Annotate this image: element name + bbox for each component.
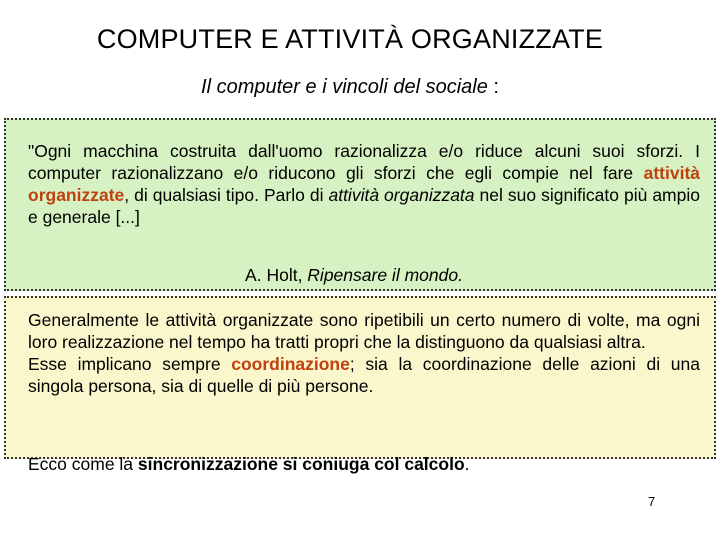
quote-paragraph <box>28 140 700 228</box>
subtitle-colon: : <box>487 76 499 98</box>
page-number: 7 <box>648 494 656 509</box>
explanation-text-1: Generalmente le attività organizzate sono ripetibili un certo numero di volte, ma ogni loro realizzazione nel tempo ha tratti propri che la distinguono da qualsiasi altra. <box>28 310 700 352</box>
subtitle-text: Il computer e i vincoli del sociale <box>201 76 488 98</box>
explanation-box <box>4 296 716 474</box>
explanation-highlight: coordinazione <box>231 354 350 374</box>
quote-text-3: nel suo significato più ampio e generale [...] <box>28 185 700 227</box>
quote-attribution <box>6 265 702 286</box>
attribution-author: A. Holt, <box>245 265 308 285</box>
quote-highlight: attività organizzate <box>28 163 700 205</box>
slide-title: COMPUTER E ATTIVITÀ ORGANIZZATE <box>96 24 604 54</box>
slide-subtitle <box>0 76 700 99</box>
attribution-work: Ripensare il mondo. <box>307 265 463 285</box>
explanation-final-line <box>28 453 470 475</box>
final-end: . <box>464 454 470 474</box>
final-bold: sincronizzazione si coniuga col calcolo <box>137 454 465 474</box>
explanation-text-2 <box>28 353 700 397</box>
explanation-p2-end: ; sia la coordinazione delle azioni di una singola persona, sia di quelle di più persone. <box>28 354 700 396</box>
quote-text-1: "Ogni macchina costruita dall'uomo razionalizza e/o riduce alcuni suoi sforzi. I computer razionalizzano e/o riducono gli sforzi che egli compie nel fare <box>28 141 700 183</box>
quote-box <box>4 118 716 291</box>
explanation-p2-start: Esse implicano sempre <box>28 354 232 374</box>
final-start: Ecco come la <box>28 454 138 474</box>
quote-italic-phrase: attività organizzata <box>328 185 475 205</box>
quote-text-2: , di qualsiasi tipo. Parlo di <box>124 185 329 205</box>
explanation-paragraph <box>28 309 700 397</box>
